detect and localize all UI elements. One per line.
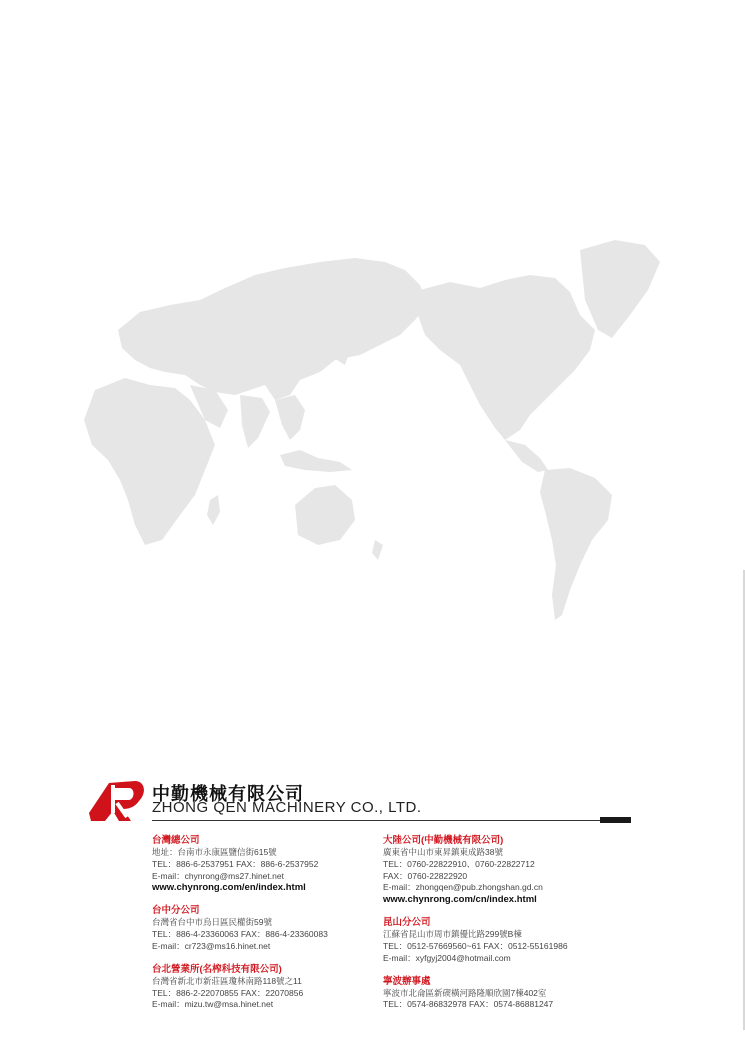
office-taipei (152, 964, 372, 1011)
new-zealand-shape (372, 540, 383, 560)
indonesia-shape (280, 450, 352, 472)
company-logo (85, 773, 147, 825)
email-line[interactable]: E-mail：cr723@ms16.hinet.net (152, 940, 271, 951)
contact-column-right (383, 835, 633, 1022)
australia-shape (295, 485, 355, 545)
phone-line: TEL：886-2-22070855 FAX：22070856 (152, 987, 304, 998)
se-asia-shape (275, 395, 305, 440)
email-line[interactable]: E-mail：xyfgyj2004@hotmail.com (383, 952, 511, 963)
divider-line (152, 820, 630, 821)
contact-column-left (152, 835, 372, 1022)
email-line[interactable]: E-mail：zhongqen@pub.zhongshan.gd.cn (383, 882, 543, 893)
office-kunshan (383, 917, 633, 964)
north-america-shape (418, 275, 595, 440)
phone-line: TEL：886-6-2537951 FAX：886-6-2537952 (152, 858, 319, 869)
email-line[interactable]: E-mail：mizu.tw@msa.hinet.net (152, 999, 274, 1010)
office-title: 寧波辦事處 (383, 975, 431, 987)
phone-line: TEL：0574-86832978 FAX：0574-86881247 (383, 999, 554, 1010)
email-line[interactable]: E-mail：chynrong@ms27.hinet.net (152, 870, 284, 881)
office-taichung (152, 905, 372, 952)
eurasia-shape (118, 258, 428, 400)
office-ningbo (383, 976, 633, 1012)
office-title: 大陸公司(中勤機械有限公司) (383, 835, 504, 846)
website-link[interactable]: www.chynrong.com/en/index.html (152, 882, 306, 894)
madagascar-shape (207, 495, 220, 525)
address-line: 廣東省中山市東昇鎮東成路38號 (383, 847, 503, 857)
company-name-en: ZHONG QEN MACHINERY CO., LTD. (152, 799, 422, 816)
south-america-shape (540, 468, 612, 620)
central-america-shape (505, 440, 548, 472)
africa-shape (84, 378, 215, 545)
office-mainland (383, 835, 633, 906)
address-line: 台灣省新北市新莊區瓊林南路118號之11 (152, 975, 302, 986)
phone-line: TEL：0760-22822910、0760-22822712 (383, 858, 535, 869)
greenland-shape (580, 240, 660, 338)
office-title: 台灣總公司 (152, 835, 200, 846)
address-line: 寧波市北侖區新碶橫河路隆順欣園7棟402室 (383, 987, 547, 998)
company-name-cn: 中勤機械有限公司 (152, 784, 304, 805)
india-shape (240, 395, 270, 448)
address-line: 台灣省台中市烏日區民權街59號 (152, 917, 272, 928)
address-line: 江蘇省昆山市周市鎮優比路299號B棟 (383, 929, 522, 940)
phone-line: TEL：0512-57669560~61 FAX：0512-55161986 (383, 940, 568, 951)
phone-line: TEL：886-4-23360063 FAX：886-4-23360083 (152, 929, 328, 940)
office-taiwan-hq (152, 835, 372, 894)
website-link[interactable]: www.chynrong.com/cn/index.html (383, 894, 537, 906)
divider-accent (600, 817, 631, 823)
office-title: 台北營業所(名榨科技有限公司) (152, 963, 282, 975)
fax-line: FAX：0760-22822920 (383, 870, 468, 881)
office-title: 台中分公司 (152, 905, 200, 917)
office-title: 昆山分公司 (383, 917, 431, 929)
address-line: 地址：台南市永康區鹽信街615號 (152, 847, 277, 857)
